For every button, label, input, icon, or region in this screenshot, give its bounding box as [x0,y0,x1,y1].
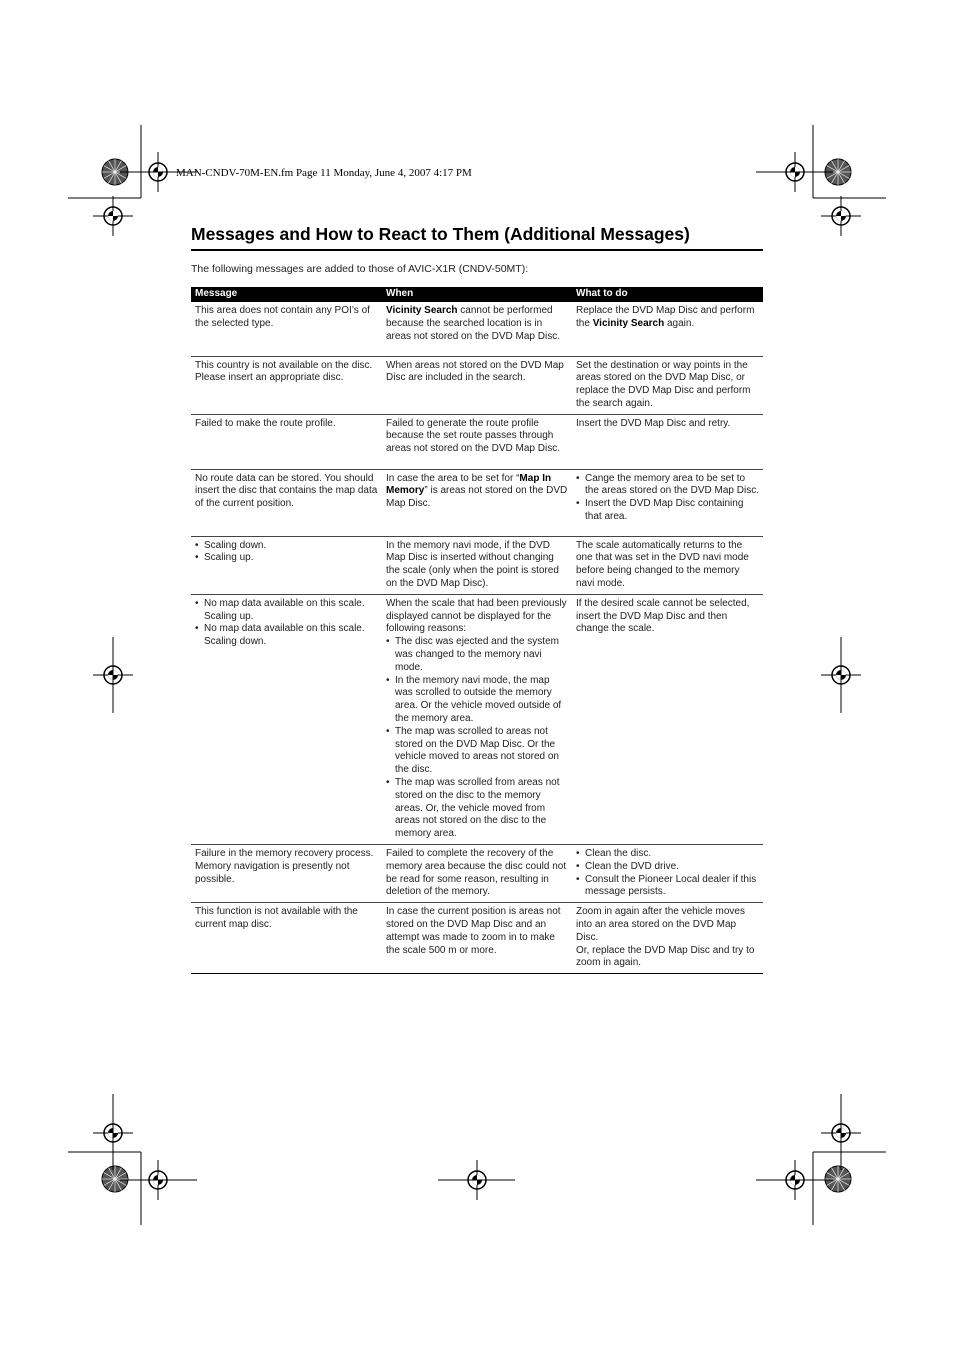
page-title: Messages and How to React to Them (Additional Messages) [191,224,763,251]
list-item: • No map data available on this scale. Scaling down. [195,623,378,649]
table-header-row [191,287,763,302]
list-item: • Clean the DVD drive. [576,861,759,874]
todo-text: Replace the DVD Map Disc and perform the [576,305,755,329]
bold-term: Vicinity Search [386,305,458,316]
list-item: • Scaling up. [195,552,378,565]
column-header-message: Message [191,287,382,302]
todo-cell [572,469,763,536]
table-row [191,594,763,844]
registration-mark-icon [93,196,133,236]
todo-text: Or, replace the DVD Map Disc and try to zoom in again. [576,944,755,969]
todo-cell [572,903,763,974]
message-cell [191,594,382,844]
list-item: • Consult the Pioneer Local dealer if this message persists. [576,874,759,900]
color-wheel-icon [102,1166,128,1192]
reason-list [386,636,568,841]
table-row [191,302,763,356]
list-item: • The disc was ejected and the system was changed to the memory navi mode. [386,636,568,674]
list-item: • The map was scrolled to areas not stored on the DVD Map Disc. Or the vehicle moved to areas not stored on the disc. [386,726,568,777]
table-row [191,414,763,469]
list-item: • Scaling down. [195,540,378,553]
message-cell [191,536,382,594]
when-cell [382,302,572,356]
todo-cell: Insert the DVD Map Disc and retry. [572,414,763,469]
table-row [191,536,763,594]
table-row [191,356,763,414]
todo-list [576,848,759,899]
intro-text: The following messages are added to those of AVIC-X1R (CNDV-50MT): [191,263,529,275]
todo-list [576,473,759,524]
message-cell: This area does not contain any POI’s of the selected type. [191,302,382,356]
todo-cell: Set the destination or way points in the areas stored on the DVD Map Disc, or replace the DVD Map Disc and perform the search again. [572,356,763,414]
todo-cell [572,845,763,903]
when-cell: Failed to complete the recovery of the memory area because the disc could not be read for some reason, resulting in deletion of the memory. [382,845,572,903]
bold-term: Vicinity Search [592,317,665,329]
table-row [191,845,763,903]
when-text: When the scale that had been previously displayed cannot be displayed for the following reasons: [386,597,567,635]
todo-cell [572,302,763,356]
message-cell: No route data can be stored. You should insert the disc that contains the map data of the current position. [191,469,382,536]
when-text: cannot be performed because the searched location is in areas not stored on the DVD Map Disc. [386,305,560,342]
message-cell: Failure in the memory recovery process. Memory navigation is presently not possible. [191,845,382,903]
todo-cell: If the desired scale cannot be selected, insert the DVD Map Disc and then change the scale. [572,594,763,844]
list-item: • No map data available on this scale. Scaling up. [195,598,378,624]
when-cell [382,594,572,844]
when-cell: When areas not stored on the DVD Map Disc are included in the search. [382,356,572,414]
todo-cell: The scale automatically returns to the one that was set in the DVD navi mode before being changed to the memory navi mode. [572,536,763,594]
list-item: • Insert the DVD Map Disc containing that area. [576,498,759,524]
file-info-header: MAN-CNDV-70M-EN.fm Page 11 Monday, June 4, 2007 4:17 PM [176,167,472,179]
message-cell: This function is not available with the current map disc. [191,903,382,974]
message-cell: This country is not available on the disc. Please insert an appropriate disc. [191,356,382,414]
message-cell: Failed to make the route profile. [191,414,382,469]
color-wheel-icon [825,1166,851,1192]
list-item: • Cange the memory area to be set to the areas stored on the DVD Map Disc. [576,473,759,499]
todo-text: again. [664,317,695,329]
message-list [195,540,378,566]
list-item: • In the memory navi mode, the map was scrolled to outside the memory area. Or the vehicle moved outside of the memory area. [386,675,568,726]
todo-text: Zoom in again after the vehicle moves into an area stored on the DVD Map Disc. [576,906,745,943]
registration-mark-icon [821,196,861,236]
when-cell: Failed to generate the route profile because the set route passes through areas not stored on the DVD Map Disc. [382,414,572,469]
column-header-when: When [382,287,572,302]
table-row [191,903,763,974]
when-cell: In the memory navi mode, if the DVD Map Disc is inserted without changing the scale (only when the point is stored on the DVD Map Disc). [382,536,572,594]
when-text: ” is areas not stored on the DVD Map Disc. [386,485,568,510]
when-cell [382,469,572,536]
list-item: • The map was scrolled from areas not stored on the disc to the memory areas. Or, the vehicle moved from areas not stored on the disc to the memory area. [386,777,568,841]
message-list [195,598,378,649]
bold-term: Map In Memory [386,472,552,497]
table-row [191,469,763,536]
messages-table [191,287,763,974]
list-item: • Clean the disc. [576,848,759,861]
when-text: In case the area to be set for “ [386,472,520,484]
column-header-what-to-do: What to do [572,287,763,302]
when-cell: In case the current position is areas not stored on the DVD Map Disc and an attempt was made to zoom in to make the scale 500 m or more. [382,903,572,974]
